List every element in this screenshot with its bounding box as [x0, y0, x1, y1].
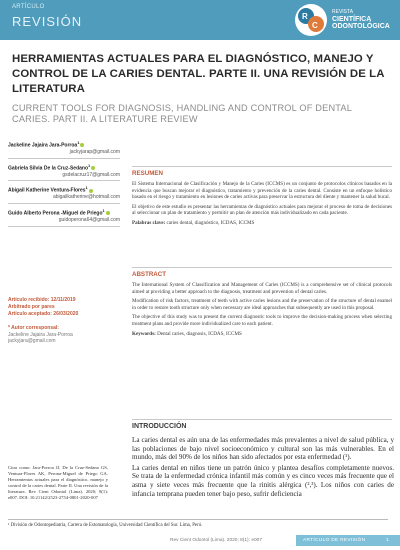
introduction-body — [132, 436, 394, 500]
peer-review-note: Arbitrado por pares — [8, 303, 55, 310]
affiliation-footnote: ¹ División de Odontopediatría, Carrera de Estomatología, Universidad Científica del Sur. Lima, Perú. — [8, 519, 388, 528]
journal-name-line3: ODONTOLÓGICA — [332, 23, 390, 30]
abstract-paragraph: Modification of risk factors, treatment of teeth with active caries lesions and the preservation of the structure of dental enamel in order to restore tooth structure only when necessary are ideal approaches that subsequently are used in this proposal. — [132, 298, 392, 311]
introduction-paragraph: La caries dental es aún una de las enfermedades más prevalentes a nivel de salud pública, y las poblaciones de bajo nivel socioeconómico y cultural son las más vulnerables. En el mundo, más del 90% de los niños han sido afectados por esta enfermedad (¹). — [132, 436, 394, 462]
author-affiliation-mark: 1 — [102, 207, 105, 213]
author-affiliation-mark: 1 — [85, 185, 88, 191]
abstract-body — [132, 282, 392, 340]
journal-name — [332, 9, 390, 30]
journal-logo — [294, 3, 328, 37]
svg-text:R: R — [302, 12, 308, 21]
page-number: 1 — [386, 538, 389, 543]
author-entry — [8, 185, 120, 204]
received-date: Artículo recibido: 12/11/2019 — [8, 297, 76, 303]
author-affiliation-mark: 1 — [77, 140, 80, 145]
corresponding-email[interactable]: jackyjara@gmail.com — [8, 338, 56, 344]
abstract-paragraph: The International System of Classification and Management of Caries (ICCMS) is a comprehensive set of clinical protocols aimed at providing a better approach to the diagnosis, treatment and prevention of dental caries. — [132, 282, 392, 295]
keywords-label: Palabras clave: — [132, 219, 166, 226]
orcid-icon[interactable] — [106, 211, 110, 215]
resumen-heading: RESUMEN — [132, 166, 392, 177]
accepted-date: Artículo aceptado: 26/03/2020 — [8, 310, 79, 317]
orcid-icon[interactable] — [80, 143, 84, 147]
article-type-meta: ARTÍCULO — [12, 4, 45, 10]
citation-note: Citar como: Jara-Porroa JJ, De la Cruz-Sedano GS, Ventura-Flores AK, Perona-Miguel de Priego GA. Herramientas actuales para el diagnóstico, manejo y control de la caries dental. Parte II. Una revisión de la literatura. Rev Cient Odontol (Lima). 2020; 8(1): e007. DOI: 10.21142/2523-2754-0801-2020-007 — [8, 465, 108, 500]
author-entry — [8, 163, 120, 182]
author-name: Gabriela Silvia De la Cruz-Sedano — [8, 165, 89, 172]
section-label: REVISIÓN — [12, 14, 83, 29]
keywords-label: Keywords: — [132, 330, 156, 337]
article-dates — [8, 297, 120, 317]
keywords-value: Dental caries, diagnosis, ICDAS, ICCMS — [157, 330, 242, 337]
journal-name-line2: CIENTÍFICA — [332, 16, 372, 23]
abstract-heading: ABSTRACT — [132, 267, 392, 278]
introduction-heading: INTRODUCCIÓN — [132, 419, 392, 430]
author-name: Jackeline Jajaira Jara-Porroa — [8, 142, 78, 149]
author-name: Guido Alberto Perona -Miguel de Priego — [8, 210, 103, 217]
abstract-paragraph: The objective of this study was to present the current diagnostic tools to improve the decision-making process when selecting treatment plans and provide more individualized care to each patient. — [132, 314, 392, 327]
author-list — [8, 140, 120, 231]
corresponding-label: * Autor corresponsal: — [8, 325, 59, 331]
journal-header — [0, 0, 400, 40]
resumen-body — [132, 181, 392, 230]
footer-section-label: ARTÍCULO DE REVISIÓN — [303, 538, 366, 543]
author-name: Abigail Katherine Ventura-Flores — [8, 187, 86, 194]
author-entry — [8, 140, 120, 159]
corresponding-name: Jackeline Jajaira Jara-Porroa — [8, 331, 73, 338]
author-email[interactable]: jackyjarap@gmail.com — [69, 149, 120, 156]
author-affiliation-mark: 1 — [88, 162, 91, 168]
author-email[interactable]: abigailkatherine@hotmail.com — [52, 194, 120, 201]
abstract-keywords — [132, 331, 392, 338]
author-email[interactable]: gsdelacruz17@gmail.com — [62, 171, 120, 178]
resumen-paragraph: El objetivo de este estudio es presentar las herramientas de diagnóstico actuales para mejorar el proceso de toma de decisiones al seleccionar un plan de tratamiento y permitir un plan de atención más individualizado en cada paciente. — [132, 203, 392, 217]
keywords-value: caries dental, diagnóstico, ICDAS, ICCMS — [166, 219, 255, 226]
introduction-paragraph: La caries dental en niños tiene un patrón único y plantea desafíos completamente nuevos. Se trata de la enfermedad crónica infantil más común y es cinco veces más frecuente que el asma y siete veces más frecuente que la rinitis alérgica (²,³). Los niños con caries de infancia temprana pueden tener bajo peso, sufrir deficiencia — [132, 463, 394, 498]
article-title-es: HERRAMIENTAS ACTUALES PARA EL DIAGNÓSTICO, MANEJO Y CONTROL DE LA CARIES DENTAL. PARTE II. UNA REVISIÓN DE LA LITERATURA — [12, 53, 385, 95]
journal-name-line1: REVISTA — [332, 9, 354, 15]
resumen-paragraph: El Sistema Internacional de Clasificación y Manejo de la Caries (ICCMS) es un conjunto de protocolos clínicos basados en la evidencia que buscan mejorar el diagnóstico, tratamiento y prevención de la caries dental. Consiste en un enfoque holístico basado en el riesgo y tratamiento en lesiones de caries activas para preservar la estructura del diente y mantener la salud bucal. — [132, 181, 392, 201]
orcid-icon[interactable] — [91, 166, 95, 170]
author-email[interactable]: guidoperona64@gmail.com — [58, 217, 120, 224]
svg-text:C: C — [312, 21, 318, 30]
orcid-icon[interactable] — [89, 189, 93, 193]
footer-citation: Rev Cient Odontol (Lima). 2020; 8(1): e007 — [170, 538, 262, 543]
author-entry — [8, 208, 120, 227]
corresponding-author — [8, 325, 120, 345]
resumen-keywords — [132, 220, 392, 227]
article-title-en: CURRENT TOOLS FOR DIAGNOSIS, HANDLING AND CONTROL OF DENTAL CARIES. PART II. A LITERATURE REVIEW — [12, 103, 352, 124]
page-footer — [0, 535, 400, 550]
